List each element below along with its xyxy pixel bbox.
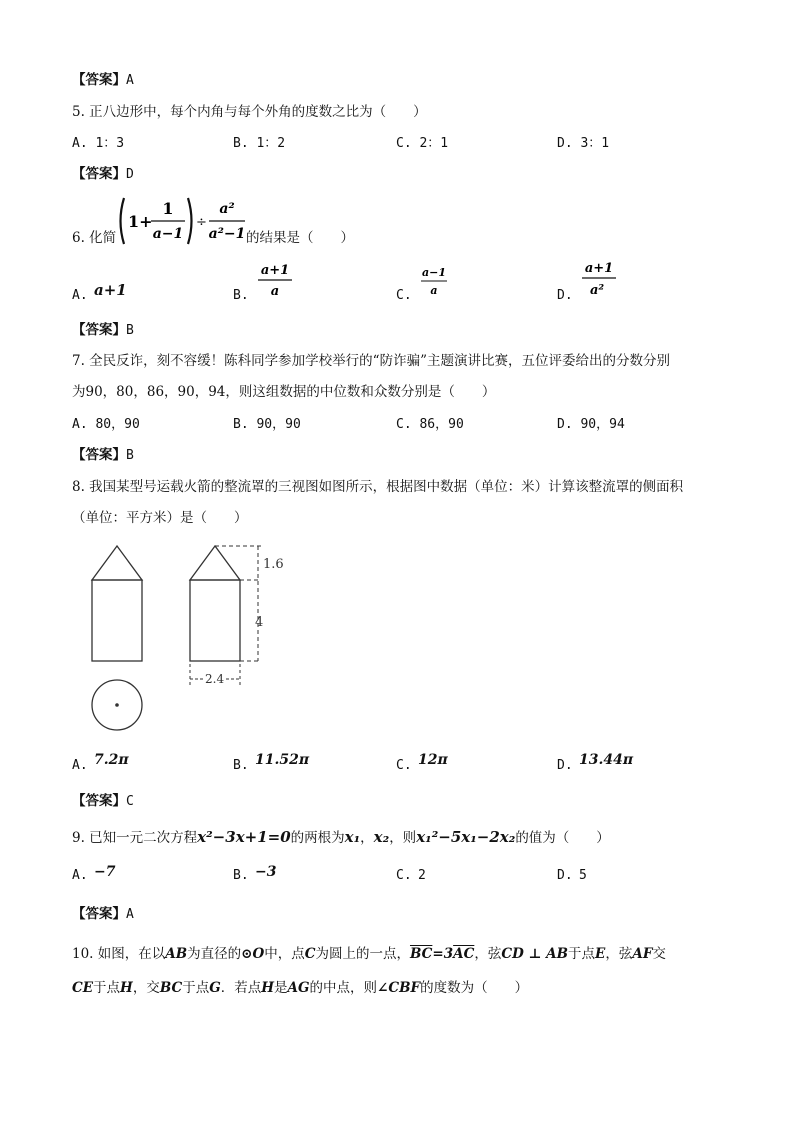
option-a-value: 7.2π: [94, 752, 129, 768]
answer-line: 【答案】B: [72, 322, 134, 338]
option-b-denominator: a: [270, 284, 280, 299]
answer-line: 【答案】D: [72, 166, 134, 182]
option-b-letter: B.: [233, 758, 249, 773]
option-d-denominator: a²: [589, 283, 605, 298]
option-a-value: −7: [94, 864, 116, 880]
option-b-fraction: [255, 260, 295, 300]
label-height-top: 1.6: [263, 557, 284, 572]
option-c-letter: C.: [396, 868, 412, 883]
q9-equation: x²−3x+1=0: [197, 828, 291, 846]
answer-line: 【答案】A: [72, 906, 134, 922]
question-5-text: 5. 正八边形中，每个内角与每个外角的度数之比为（ ）: [72, 104, 427, 120]
option-d: D. 3：1: [557, 136, 610, 151]
question-8-line-2: （单位：平方米）是（ ）: [72, 510, 248, 526]
three-view-figure: [85, 540, 305, 740]
option-d: D. 90，94: [557, 417, 625, 432]
option-b-numerator: a+1: [260, 263, 290, 278]
expr-denominator-1: a−1: [152, 226, 184, 242]
option-c: C. 86，90: [396, 417, 464, 432]
option-c-numerator: a−1: [422, 266, 446, 279]
option-b-value: 11.52π: [255, 752, 310, 768]
option-c: C. 2：1: [396, 136, 449, 151]
division-sign: ÷: [196, 215, 207, 230]
label-height-body: 4: [255, 615, 264, 630]
option-b-letter: B.: [233, 868, 249, 883]
question-9-text: [72, 826, 610, 846]
option-b: B. 90，90: [233, 417, 301, 432]
question-7-line-2: 为90，80，86，90，94，则这组数据的中位数和众数分别是（ ）: [72, 384, 496, 400]
question-10-line-2: CE于点H，交BC于点G．若点H是AG的中点，则∠CBF的度数为（ ）: [72, 980, 529, 996]
question-6-suffix: 的结果是（ ）: [246, 230, 354, 246]
front-view: [92, 546, 142, 661]
question-6-expression: [116, 192, 246, 252]
top-view: [92, 680, 142, 730]
side-view: [190, 546, 264, 687]
q9-comma: ，: [360, 830, 374, 846]
question-6-prefix: 6. 化简: [72, 230, 117, 246]
q9-prefix: 9. 已知一元二次方程: [72, 830, 198, 846]
option-a-value: a+1: [94, 281, 127, 299]
option-a: A. 80，90: [72, 417, 140, 432]
q9-then: ，则: [389, 830, 417, 846]
option-d-letter: D.: [557, 758, 573, 773]
q9-root-2: x₂: [373, 828, 390, 846]
label-width: 2.4: [205, 672, 225, 686]
left-paren: [121, 198, 125, 244]
option-c-value: 12π: [418, 752, 448, 768]
expr-numerator-1: 1: [162, 199, 174, 218]
option-a: A. 1：3: [72, 136, 125, 151]
option-d-value: 5: [579, 868, 587, 883]
q9-expression: x₁²−5x₁−2x₂: [416, 828, 516, 846]
question-10-line-1: 10. 如图，在以AB为直径的⊙O中，点C为圆上的一点，$\overline{BC}=3\overline{AC}$，弦CD ⊥ AB于点E，弦AF交: [72, 946, 666, 962]
q9-root-1: x₁: [344, 828, 361, 846]
option-c-value: 2: [418, 868, 426, 883]
option-d-value: 13.44π: [579, 752, 634, 768]
answer-line: 【答案】C: [72, 793, 134, 809]
option-b: B. 1：2: [233, 136, 286, 151]
option-a-letter: A.: [72, 868, 88, 883]
option-a-letter: A.: [72, 758, 88, 773]
expr-denominator-2: a²−1: [208, 226, 246, 242]
option-c-fraction: [418, 264, 450, 300]
option-c-letter: C.: [396, 288, 412, 303]
right-paren: [188, 198, 192, 244]
option-c-denominator: a: [430, 284, 438, 297]
option-c-letter: C.: [396, 758, 412, 773]
question-8-line-1: 8. 我国某型号运载火箭的整流罩的三视图如图所示，根据图中数据（单位：米）计算该整流罩的侧面积: [72, 479, 684, 495]
option-a-letter: A.: [72, 288, 88, 303]
q9-suffix: 的值为（ ）: [515, 830, 610, 846]
option-b-value: −3: [255, 864, 277, 880]
expr-numerator-2: a²: [219, 201, 235, 217]
q9-mid: 的两根为: [290, 830, 345, 846]
option-d-fraction: [579, 258, 619, 300]
expr-one: 1+: [128, 212, 153, 231]
question-7-line-1: 7. 全民反诈，刻不容缓！陈科同学参加学校举行的“防诈骗”主题演讲比赛，五位评委给出的分数分别: [72, 353, 670, 369]
option-d-letter: D.: [557, 868, 573, 883]
answer-line: 【答案】B: [72, 447, 134, 463]
option-b-letter: B.: [233, 288, 249, 303]
option-d-numerator: a+1: [584, 261, 614, 276]
answer-line: 【答案】A: [72, 72, 134, 88]
option-d-letter: D.: [557, 288, 573, 303]
